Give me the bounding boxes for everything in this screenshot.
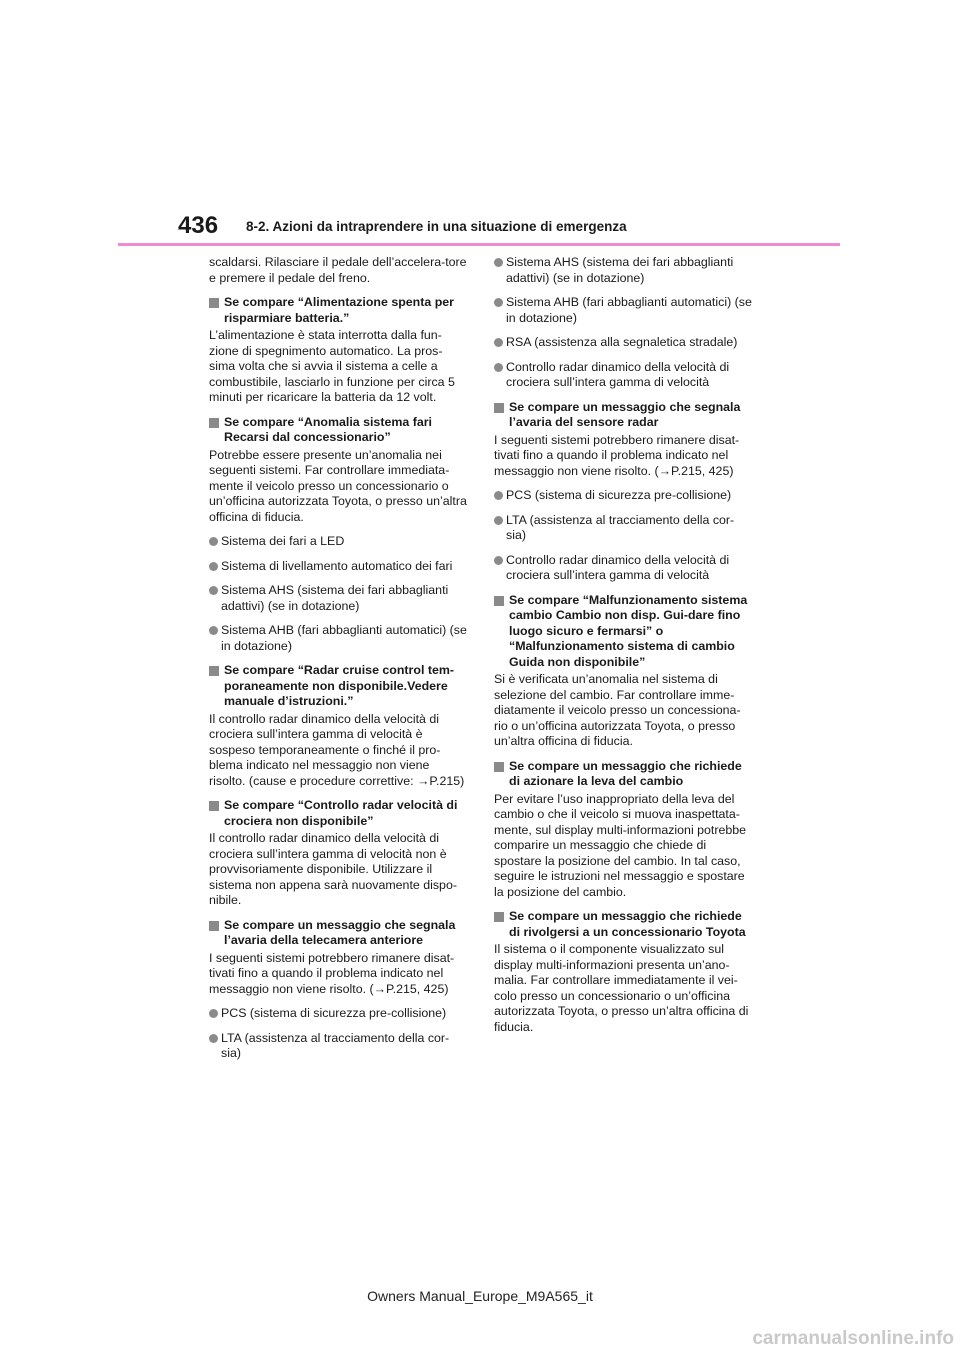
bullet-item <box>494 553 752 584</box>
header-rule <box>118 243 840 246</box>
paragraph-text: Per evitare l’uso inappropriato della leva del cambio o che il veicolo si muova inaspettata-mente, sul display multi-informazioni potrebbe comparire un messaggio che chiede di spostare la posizione del cambio. In tal caso, seguire le istruzioni nel messaggio e spostare la posizione del cambio. <box>494 791 747 899</box>
paragraph <box>209 831 467 909</box>
left-column <box>209 255 467 1071</box>
circle-bullet-icon <box>494 556 503 565</box>
bullet-item <box>494 488 752 504</box>
square-bullet-icon <box>494 912 504 922</box>
circle-bullet-icon <box>494 338 503 347</box>
bullet-text: Sistema AHB (fari abbaglianti automatici) (se in dotazione) <box>506 295 752 325</box>
subsection-heading <box>209 918 467 949</box>
bullet-item <box>494 295 752 326</box>
paragraph-text: Il controllo radar dinamico della velocità di crociera sull’intera gamma di velocità non è provvisoriamente disponibile. Utilizzare il sistema non appena sarà nuovamente dispo-nibile. <box>209 831 457 907</box>
paragraph-text: Potrebbe essere presente un’anomalia nei seguenti sistemi. Far controllare immediata-mente il veicolo presso un concessionario o un’officina autorizzata Toyota, o presso un’altra officina di fiducia. <box>209 447 467 524</box>
bullet-item <box>494 513 752 544</box>
square-bullet-icon <box>209 298 219 308</box>
square-bullet-icon <box>209 666 219 676</box>
square-bullet-icon <box>209 921 219 931</box>
paragraph <box>209 712 467 790</box>
bullet-text: PCS (sistema di sicurezza pre-collisione) <box>221 1006 447 1020</box>
subsection-heading <box>209 295 467 326</box>
paragraph-text: Il controllo radar dinamico della velocità di crociera sull’intera gamma di velocità è sospeso temporaneamente o finché il pro-blema indicato nel messaggio non viene risolto. (cause e procedure correttive: →P.215) <box>209 711 465 788</box>
bullet-item <box>209 559 467 575</box>
subsection-heading <box>209 798 467 829</box>
paragraph <box>494 792 752 901</box>
footer-text: Owners Manual_Europe_M9A565_it <box>367 1288 593 1304</box>
heading-text: Se compare un messaggio che richiede di rivolgersi a un concessionario Toyota <box>509 909 746 939</box>
circle-bullet-icon <box>494 298 503 307</box>
paragraph-text: L’alimentazione è stata interrotta dalla fun-zione di spegnimento automatico. La pros-sima volta che si avvia il sistema a celle a combustibile, lasciarlo in funzione per circa 5 minuti per ricaricare la batteria da 12 volt. <box>209 328 455 404</box>
bullet-item <box>209 1006 467 1022</box>
bullet-item <box>209 583 467 614</box>
circle-bullet-icon <box>209 562 218 571</box>
heading-text: Se compare “Anomalia sistema fari Recarsi dal concessionario” <box>224 414 432 444</box>
heading-text: Se compare “Controllo radar velocità di crociera non disponibile” <box>224 798 458 828</box>
bullet-text: Sistema AHB (fari abbaglianti automatici) (se in dotazione) <box>221 623 467 653</box>
paragraph-text: scaldarsi. Rilasciare il pedale dell’accelera-tore e premere il pedale del freno. <box>209 255 467 285</box>
bullet-text: RSA (assistenza alla segnaletica stradale) <box>506 335 738 349</box>
bullet-text: Sistema dei fari a LED <box>221 534 345 548</box>
paragraph <box>209 448 467 526</box>
watermark: carmanualsonline.info <box>752 1328 954 1349</box>
circle-bullet-icon <box>494 516 503 525</box>
bullet-text: Sistema AHS (sistema dei fari abbaglianti adattivi) (se in dotazione) <box>221 583 449 613</box>
circle-bullet-icon <box>494 491 503 500</box>
right-column <box>494 255 752 1044</box>
bullet-text: LTA (assistenza al tracciamento della cor-sia) <box>506 512 735 542</box>
subsection-heading <box>494 909 752 940</box>
square-bullet-icon <box>494 596 504 606</box>
bullet-item <box>209 1031 467 1062</box>
heading-text: Se compare “Alimentazione spenta per risparmiare batteria.” <box>224 295 454 325</box>
bullet-item <box>494 360 752 391</box>
paragraph <box>494 672 752 750</box>
page-header <box>0 0 960 250</box>
circle-bullet-icon <box>209 1034 218 1043</box>
paragraph-text: Il sistema o il componente visualizzato sul display multi-informazioni presenta un’ano-malia. Far controllare immediatamente il vei-colo presso un concessionario o un’officina autorizzata Toyota, o presso un’altra officina di fiducia. <box>494 942 749 1034</box>
subsection-heading <box>494 400 752 431</box>
circle-bullet-icon <box>209 1009 218 1018</box>
paragraph <box>209 255 467 286</box>
bullet-item <box>494 255 752 286</box>
section-title: 8-2. Azioni da intraprendere in una situazione di emergenza <box>246 219 627 234</box>
subsection-heading <box>209 415 467 446</box>
bullet-text: Sistema AHS (sistema dei fari abbaglianti adattivi) (se in dotazione) <box>506 255 734 285</box>
square-bullet-icon <box>494 762 504 772</box>
square-bullet-icon <box>209 418 219 428</box>
bullet-text: Sistema di livellamento automatico dei fari <box>221 558 453 573</box>
paragraph <box>209 328 467 406</box>
square-bullet-icon <box>209 801 219 811</box>
bullet-item <box>209 623 467 654</box>
heading-text: Se compare un messaggio che segnala l’avaria del sensore radar <box>509 399 741 429</box>
subsection-heading <box>494 593 752 671</box>
circle-bullet-icon <box>494 258 503 267</box>
paragraph-text: I seguenti sistemi potrebbero rimanere disat-tivati fino a quando il problema indicato nel messaggio non viene risolto. (→P.215, 425) <box>209 950 455 996</box>
paragraph <box>209 951 467 998</box>
paragraph-text: Si è verificata un’anomalia nel sistema di selezione del cambio. Far controllare imme-diatamente il veicolo presso un concessiona-rio o un’officina autorizzata Toyota, o presso un’altra officina di fiducia. <box>494 672 741 748</box>
heading-text: Se compare “Malfunzionamento sistema cambio Cambio non disp. Gui-dare fino luogo sicuro e fermarsi” o “Malfunzionamento sistema di cambio Guida non disponibile” <box>509 592 748 669</box>
circle-bullet-icon <box>209 537 218 546</box>
bullet-text: LTA (assistenza al tracciamento della cor-sia) <box>221 1030 450 1060</box>
heading-text: Se compare “Radar cruise control tem-poraneamente non disponibile.Vedere manuale d’istruzioni.” <box>224 663 454 708</box>
page-number: 436 <box>178 212 219 239</box>
bullet-item <box>209 534 467 550</box>
bullet-item <box>494 335 752 351</box>
bullet-text: Controllo radar dinamico della velocità di crociera sull’intera gamma di velocità <box>506 359 730 389</box>
bullet-text: Controllo radar dinamico della velocità di crociera sull’intera gamma di velocità <box>506 552 730 582</box>
paragraph-text: I seguenti sistemi potrebbero rimanere disat-tivati fino a quando il problema indicato nel messaggio non viene risolto. (→P.215, 425) <box>494 432 740 478</box>
subsection-heading <box>494 759 752 790</box>
paragraph <box>494 433 752 480</box>
subsection-heading <box>209 663 467 710</box>
bullet-text: PCS (sistema di sicurezza pre-collisione) <box>506 488 732 502</box>
circle-bullet-icon <box>209 586 218 595</box>
circle-bullet-icon <box>209 626 218 635</box>
circle-bullet-icon <box>494 363 503 372</box>
heading-text: Se compare un messaggio che segnala l’avaria della telecamera anteriore <box>224 917 456 947</box>
square-bullet-icon <box>494 403 504 413</box>
heading-text: Se compare un messaggio che richiede di azionare la leva del cambio <box>509 758 742 788</box>
paragraph <box>494 942 752 1035</box>
